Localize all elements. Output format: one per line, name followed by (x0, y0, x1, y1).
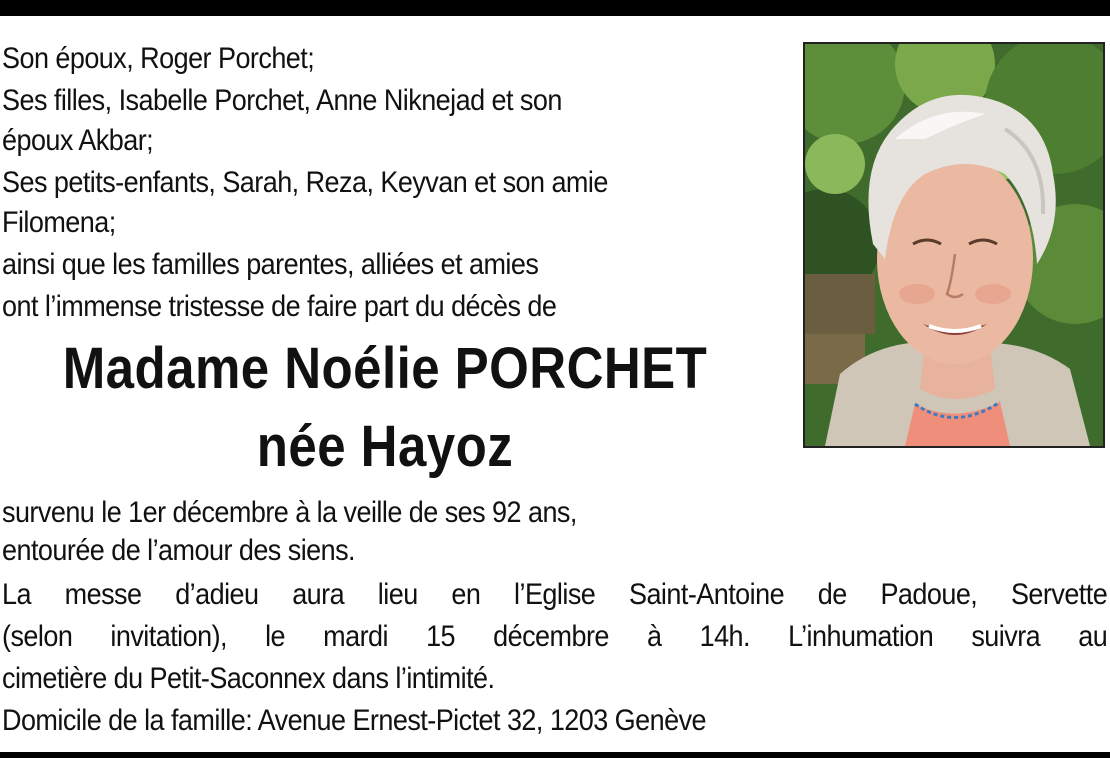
intro-line: Ses petits-enfants, Sarah, Reza, Keyvan et son amie (2, 166, 608, 199)
deceased-maiden-name: née Hayoz (256, 414, 514, 479)
mass-line: La messe d’adieu aura lieu en l’Eglise Saint-Antoine de Padoue, Servette (2, 578, 1108, 611)
death-line: entourée de l’amour des siens. (2, 534, 356, 567)
mass-line: cimetière du Petit-Saconnex dans l’intimité. (2, 662, 495, 695)
intro-line: ont l’immense tristesse de faire part du décès de (2, 290, 557, 323)
portrait-image (805, 44, 1103, 446)
family-address: Domicile de la famille: Avenue Ernest-Pictet 32, 1203 Genève (2, 704, 707, 737)
intro-line: Ses filles, Isabelle Porchet, Anne Niknejad et son (2, 84, 562, 117)
intro-line: Filomena; (2, 206, 116, 239)
intro-line: époux Akbar; (2, 124, 154, 157)
intro-line: Son époux, Roger Porchet; (2, 42, 315, 75)
top-rule (0, 0, 1110, 16)
intro-line: ainsi que les familles parentes, alliées et amies (2, 248, 539, 281)
death-line: survenu le 1er décembre à la veille de ses 92 ans, (2, 496, 577, 529)
mass-line: (selon invitation), le mardi 15 décembre à 14h. L’inhumation suivra au (2, 620, 1108, 653)
portrait-photo (803, 42, 1105, 448)
bottom-rule (0, 752, 1110, 758)
deceased-name: Madame Noélie PORCHET (62, 336, 708, 401)
